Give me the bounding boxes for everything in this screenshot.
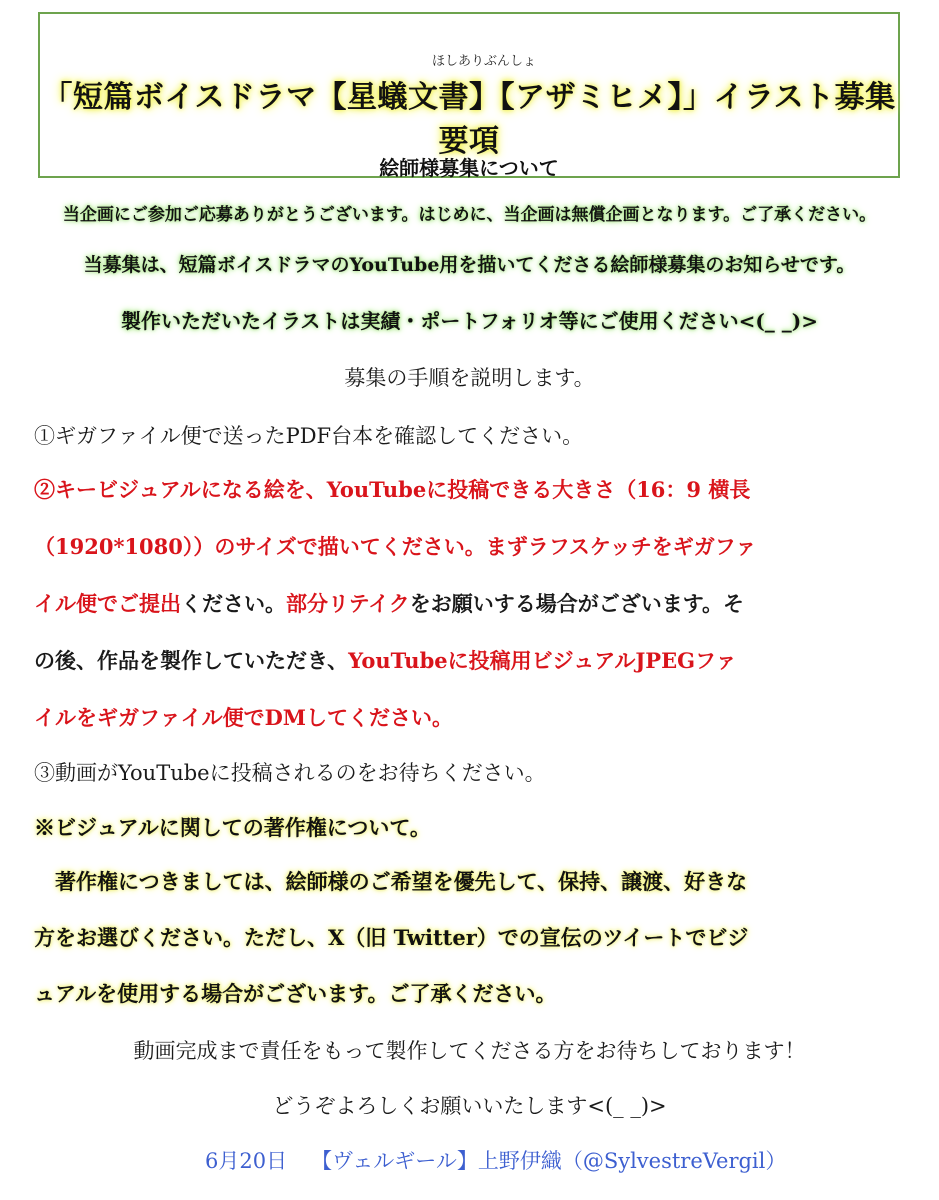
step-2-line-4 xyxy=(34,645,939,675)
intro-line-2: 当募集は、短篇ボイスドラマのYouTube用を描いてくださる絵師様募集のお知らせです。 xyxy=(83,254,856,276)
copyright-heading: ※ビジュアルに関しての著作権について。 xyxy=(34,815,431,840)
title-ruby: ほしありぶんしょ xyxy=(431,54,536,69)
step-2-text: の後、作品を製作していただき、 xyxy=(34,648,349,673)
footer-signature: 【ヴェルギール】上野伊織（@SylvestreVergil） xyxy=(311,1149,787,1173)
step-3: ③動画がYouTubeに投稿されるのをお待ちください。 xyxy=(34,761,546,785)
copyright-line-1: 著作権につきましては、絵師様のご希望を優先して、保持、譲渡、好きな xyxy=(34,869,748,894)
header-frame xyxy=(38,12,900,178)
step-2-text: をお願いする場合がございます。そ xyxy=(409,591,745,616)
step-2-line-2: （1920*1080））のサイズで描いてください。まずラフスケッチをギガファ xyxy=(34,534,757,559)
steps-intro: 募集の手順を説明します。 xyxy=(344,366,595,390)
closing-line-1: 動画完成まで責任をもって製作してくださる方をお待ちしております！ xyxy=(133,1039,806,1063)
step-2-line-5: イルをギガファイル便でDMしてください。 xyxy=(34,705,454,730)
step-2-text: ください。 xyxy=(181,591,286,616)
step-1: ①ギガファイル便で送ったPDF台本を確認してください。 xyxy=(34,424,584,448)
page-subtitle: 絵師様募集について xyxy=(379,156,559,180)
step-2-emphasis-jpeg: YouTubeに投稿用ビジュアルJPEGファ xyxy=(348,648,737,673)
page-title: 「短篇ボイスドラマ【星蟻文書】【アザミヒメ】」イラスト募集要項 xyxy=(42,80,896,159)
footer-date: 6月20日 xyxy=(205,1149,288,1173)
step-2-emphasis-retake: 部分リテイク xyxy=(286,591,410,616)
intro-line-1: 当企画にご参加ご応募ありがとうございます。はじめに、当企画は無償企画となります。ご了承ください。 xyxy=(62,205,877,225)
step-2-line-3 xyxy=(34,588,939,618)
step-2-emphasis-submit: イル便でご提出 xyxy=(34,591,181,616)
footer-signature-line xyxy=(205,1145,939,1175)
copyright-line-2: 方をお選びください。ただし、X（旧 Twitter）での宣伝のツイートでビジ xyxy=(34,925,749,950)
closing-line-2: どうぞよろしくお願いいたします<(_ _)> xyxy=(272,1094,667,1118)
step-2-line-1: ②キービジュアルになる絵を、YouTubeに投稿できる大きさ（16：9 横長 xyxy=(34,477,751,502)
copyright-line-3: ュアルを使用する場合がございます。ご了承ください。 xyxy=(34,981,557,1006)
intro-line-3: 製作いただいたイラストは実績・ポートフォリオ等にご使用ください<(_ _)> xyxy=(120,309,818,333)
